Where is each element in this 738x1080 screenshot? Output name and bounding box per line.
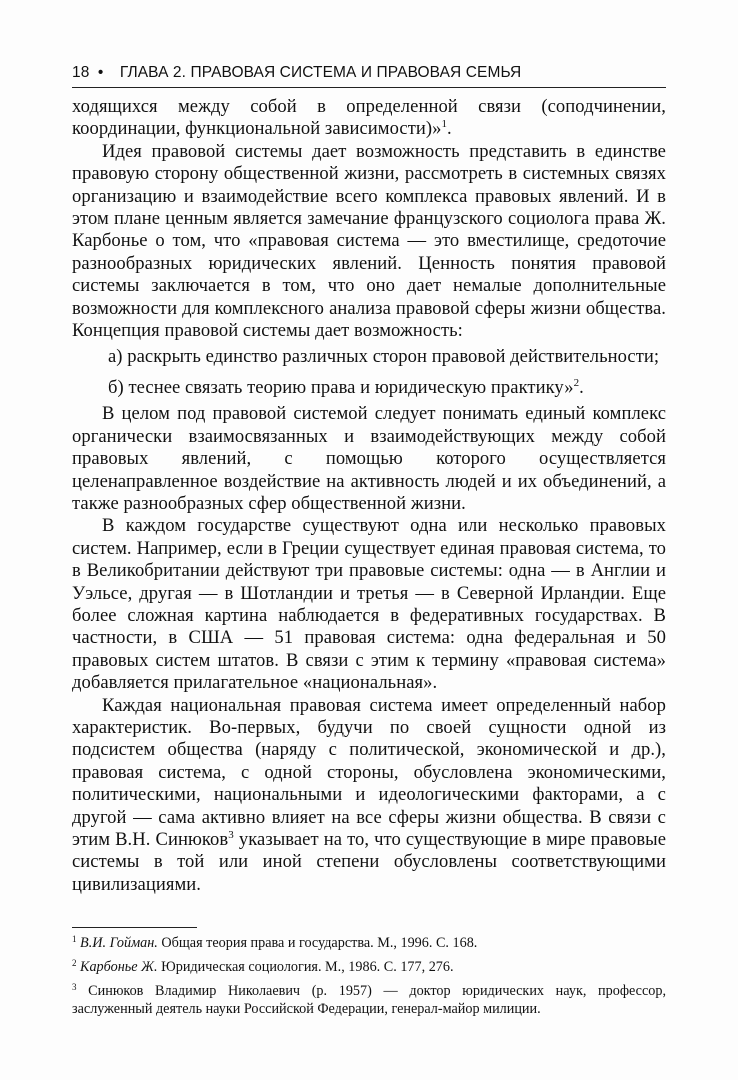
paragraph: В каждом государстве существуют одна или несколько правовых систем. Например, если в Греции существует единая правовая система, то в Великобритании действуют три правовые системы: одна — в Англии и Уэльсе, другая — в Шотландии и третья — в Северной Ирландии. Еще более сложная картина наблюдается в федеративных государствах. В частности, в США — 51 правовая система: одна федеральная и 50 правовых систем штатов. В связи с этим к термину «правовая система» добавляется прилагательное «национальная». <box>72 515 666 694</box>
paragraph-continued <box>72 96 666 141</box>
list-item-text: б) теснее связать теорию права и юридическую практику» <box>108 376 574 398</box>
paragraph <box>72 695 666 897</box>
enumerated-list <box>72 346 666 399</box>
footnote-ref-2[interactable]: 2 <box>573 376 580 389</box>
footnote-text: Юридическая социология. М., 1986. С. 177, 276. <box>157 959 454 975</box>
period: . <box>579 376 584 398</box>
footnote-author: Карбонье Ж. <box>80 959 158 975</box>
footnote-ref-3[interactable]: 3 <box>228 829 234 841</box>
footnote-mark: 2 <box>72 958 77 968</box>
paragraph: В целом под правовой системой следует понимать единый комплекс органически взаимосвязанных и взаимодействующих между собой правовых явлений, с помощью которого осуществляется целенаправленное воздействие на активность людей и их объединений, а также разнообразных сфер общественной жизни. <box>72 403 666 514</box>
chapter-title: ГЛАВА 2. ПРАВОВАЯ СИСТЕМА И ПРАВОВАЯ СЕМЬЯ <box>119 64 522 81</box>
footnote-3 <box>72 982 666 1018</box>
main-text <box>72 96 666 896</box>
footnote-2 <box>72 958 666 976</box>
footnote-1 <box>72 934 666 952</box>
list-item-a: а) раскрыть единство различных сторон правовой действительности; <box>108 346 660 368</box>
list-item-b <box>72 377 666 399</box>
footnote-mark: 1 <box>72 934 77 944</box>
header-rule <box>72 87 666 88</box>
header-bullet: • <box>97 64 104 81</box>
footnote-author: В.И. Гойман. <box>80 935 158 951</box>
footnote-mark: 3 <box>72 982 77 992</box>
paragraph-text: Каждая национальная правовая система имеет определенный набор характеристик. Во-первых, будучи по своей сущности одной из подсистем общества (наряду с политической, экономической и др.), правовая система, с одной стороны, обусловлена экономическими, политическими, национальными и идеологическими факторами, а с другой — сама активно влияет на все сферы жизни общества. В связи с этим В.Н. Синюков <box>72 694 666 850</box>
footnote-rule <box>72 927 197 928</box>
page-number: 18 <box>72 64 90 81</box>
running-header <box>72 64 666 82</box>
paragraph-text-end: указывает на то, что существующие в мире правовые системы в той или иной степени обусловлены соответствующими цивилизациями. <box>72 829 666 895</box>
paragraph-text: ходящихся между собой в определенной связи (соподчинении, координации, функциональной зависимости)» <box>72 96 666 140</box>
footnote-text: Общая теория права и государства. М., 1996. С. 168. <box>157 935 478 951</box>
footnote-ref-1[interactable]: 1 <box>441 118 448 131</box>
footnote-text: Синюков Владимир Николаевич (р. 1957) — доктор юридических наук, профессор, заслуженный деятель науки Российской Федерации, генерал-майор милиции. <box>72 983 666 1017</box>
period: . <box>447 118 452 140</box>
footnotes <box>72 934 666 1024</box>
paragraph: Идея правовой системы дает возможность представить в единстве правовую сторону общественной жизни, рассмотреть в системных связях организацию и взаимодействие всего комплекса правовых явлений. И в этом плане ценным является замечание французского социолога права Ж. Карбонье о том, что «правовая система — это вместилище, средоточие разнообразных юридических явлений. Ценность понятия правовой системы заключается в том, что оно дает немалые дополнительные возможности для комплексного анализа правовой сферы жизни общества. Концепция правовой системы дает возможность: <box>72 140 666 342</box>
